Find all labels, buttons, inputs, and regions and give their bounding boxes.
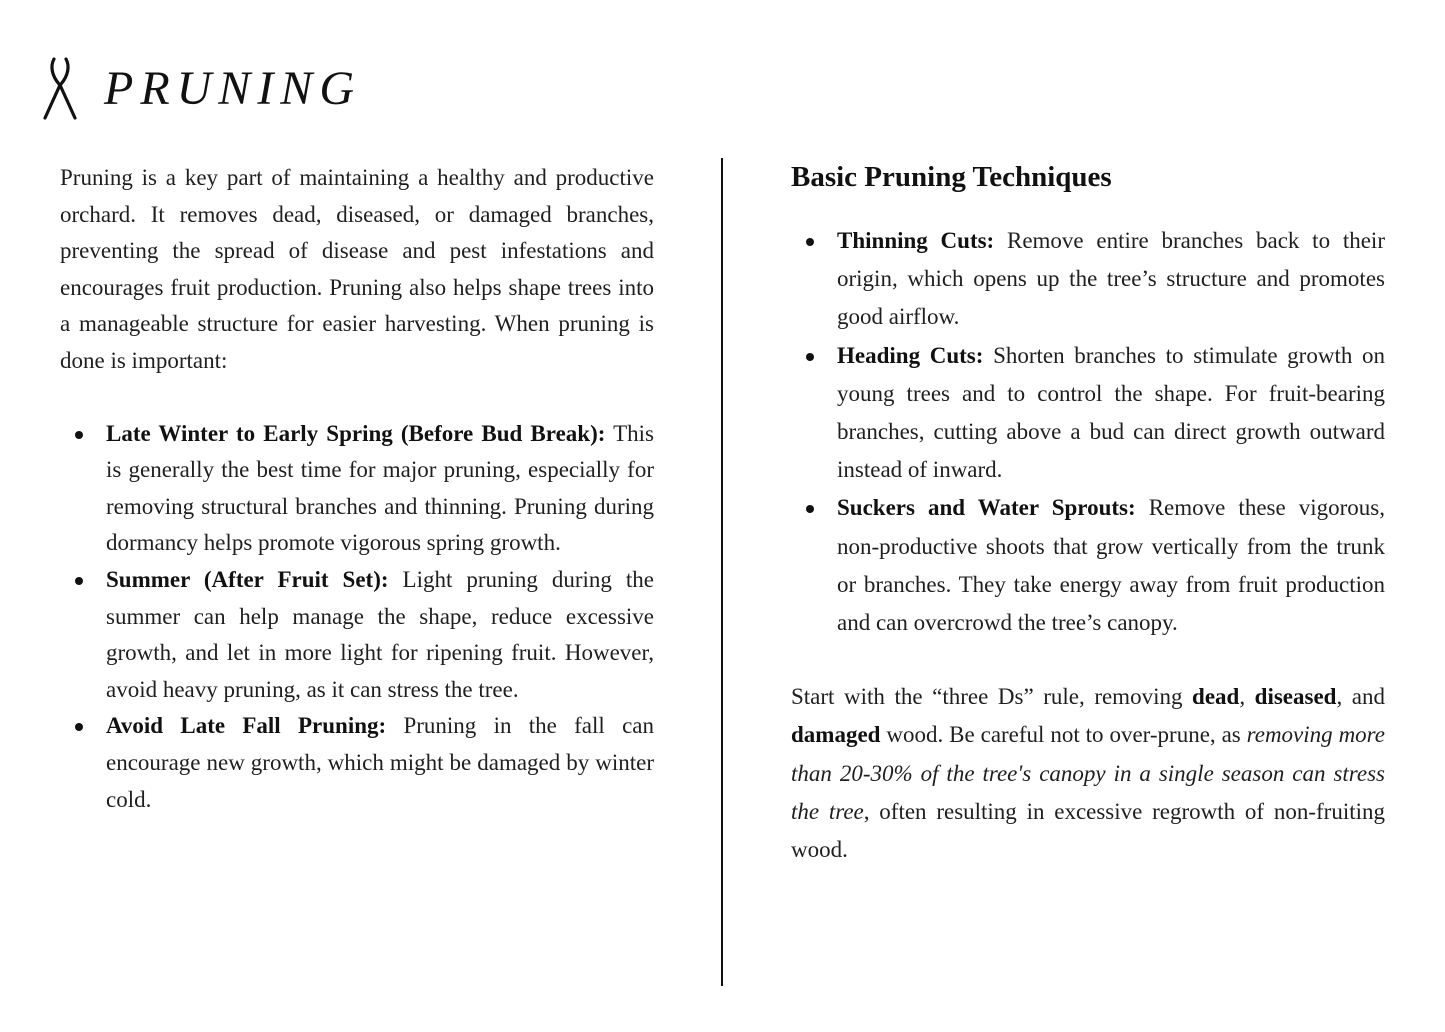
list-item (60, 562, 654, 708)
outro-italic-warning: removing more than 20-30% of the tree's canopy in a single season can stress the tree (791, 722, 1385, 824)
list-item-text: Shorten branches to stimulate growth on young trees and to control the shape. For fruit-bearing branches, cutting above a bud can direct growth outward instead of inward. (837, 342, 1385, 483)
pruning-shears-icon (40, 56, 80, 122)
list-item-title: Summer (After Fruit Set): (106, 566, 389, 592)
outro-bold-dead: dead (1192, 684, 1240, 710)
list-item-title: Late Winter to Early Spring (Before Bud Break): (106, 420, 606, 446)
section-heading: Basic Pruning Techniques (791, 161, 1112, 193)
outro-text: , often resulting in excessive regrowth of non-fruiting wood. (791, 798, 1385, 863)
list-item-text: This is generally the best time for major pruning, especially for removing structural branches and thinning. Pruning during dormancy helps promote vigorous spring growth. (106, 420, 654, 556)
outro-text: Start with the “three Ds” rule, removing (791, 684, 1193, 710)
list-item (791, 337, 1385, 490)
outro-bold-diseased: diseased (1254, 684, 1337, 710)
list-item-text: Pruning in the fall can encourage new growth, which might be damaged by winter cold. (106, 713, 654, 812)
list-item-title: Avoid Late Fall Pruning: (106, 713, 387, 739)
list-item (60, 416, 654, 562)
three-ds-paragraph (791, 678, 1385, 869)
list-item-title: Suckers and Water Sprouts: (837, 495, 1136, 521)
left-column (60, 158, 654, 818)
list-item-text: Remove entire branches back to their origin, which opens up the tree’s structure and promotes good airflow. (837, 228, 1385, 330)
list-item-text: Remove these vigorous, non-productive shoots that grow vertically from the trunk or branches. They take energy away from fruit production and can overcrowd the tree’s canopy. (837, 495, 1386, 636)
timing-list (60, 416, 654, 819)
list-item (791, 489, 1385, 642)
intro-paragraph: Pruning is a key part of maintaining a healthy and productive orchard. It removes dead, diseased, or damaged branches, preventing the spread of disease and pest infestations and encourages fruit production. Pruning also helps shape trees into a manageable structure for easier harvesting. When pruning is done is important: (60, 165, 654, 373)
page-header (40, 56, 361, 122)
outro-text: wood. Be careful not to over-prune, as (880, 722, 1247, 748)
list-item-text: Light pruning during the summer can help manage the shape, reduce excessive growth, and let in more light for ripening fruit. However, avoid heavy pruning, as it can stress the tree. (106, 566, 654, 702)
techniques-list (791, 222, 1385, 642)
list-item (60, 708, 654, 818)
right-column (791, 158, 1385, 869)
list-item-title: Thinning Cuts: (837, 228, 995, 253)
outro-text: , (1239, 684, 1255, 710)
list-item-title: Heading Cuts: (837, 342, 984, 368)
list-item (791, 222, 1385, 337)
outro-text: , and (1336, 684, 1386, 710)
page-title: PRUNING (104, 62, 361, 115)
outro-bold-damaged: damaged (791, 722, 881, 748)
column-divider (721, 158, 723, 986)
